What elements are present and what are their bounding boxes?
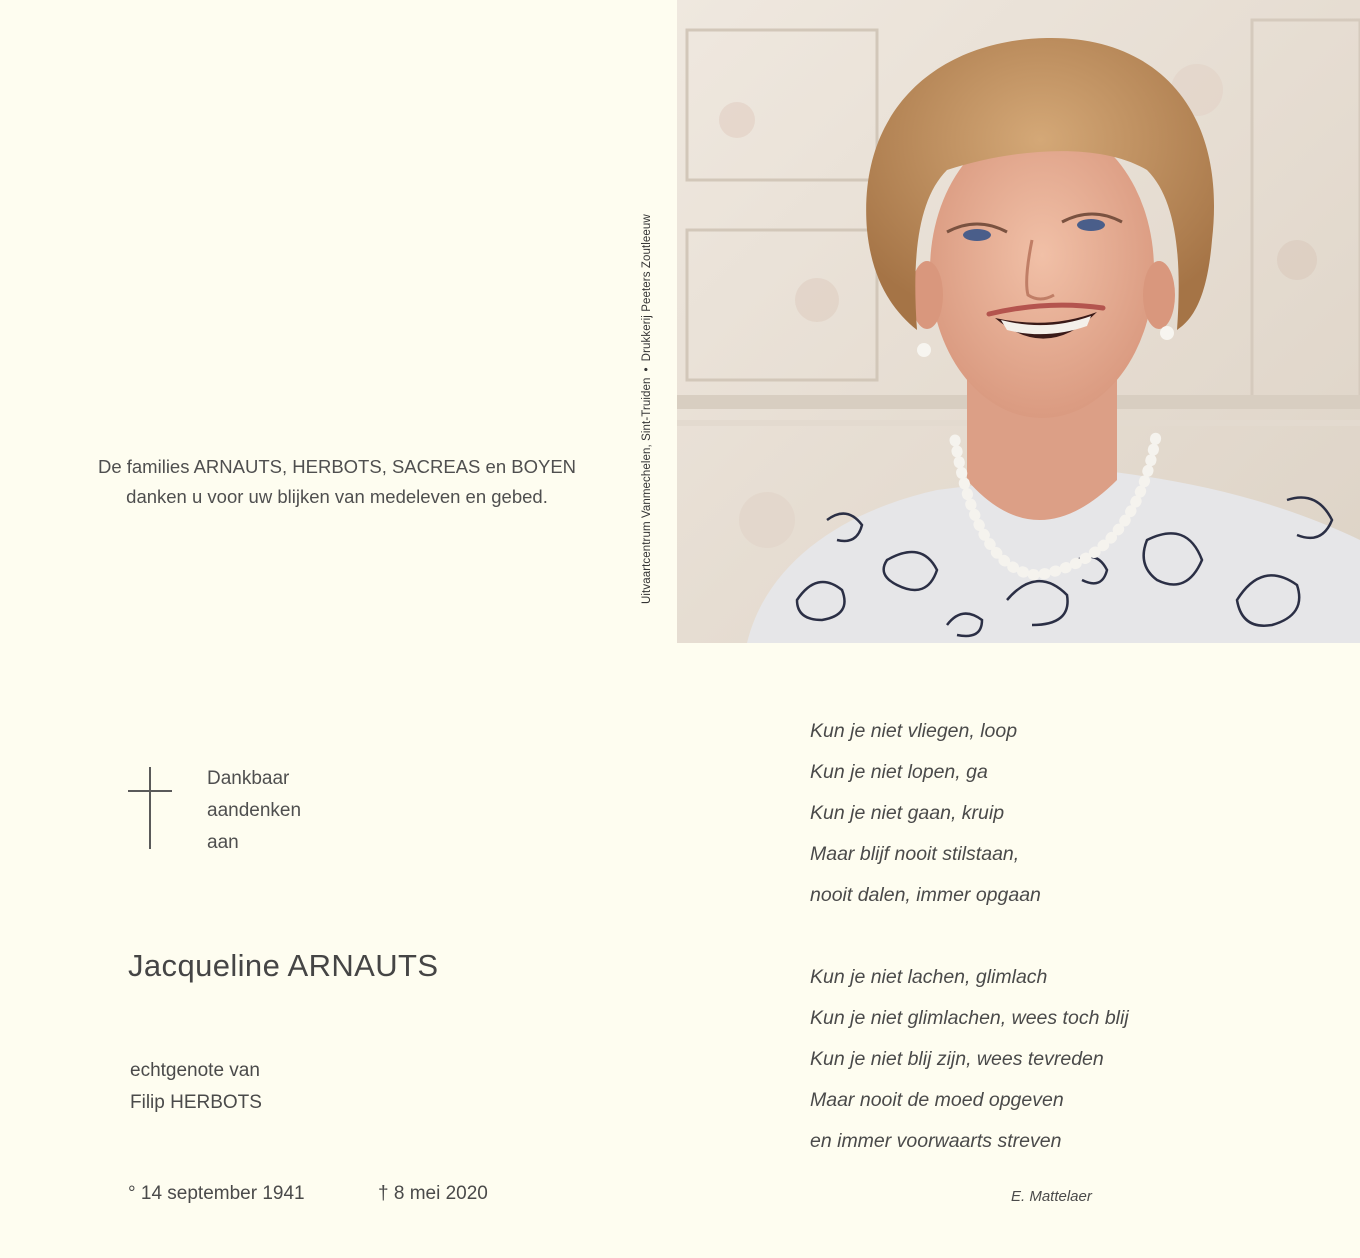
poem (810, 715, 1129, 1166)
birth-date: ° 14 september 1941 (128, 1183, 305, 1204)
poem-line: Kun je niet vliegen, loop (810, 720, 1018, 742)
funeral-home-credit: Uitvaartcentrum Vanmechelen, Sint-Truiden (641, 377, 653, 604)
memory-line-3: aan (207, 832, 239, 853)
poem-line: en immer voorwaarts streven (810, 1130, 1062, 1152)
thanks-message (40, 452, 634, 512)
spouse-info (130, 1055, 262, 1119)
print-shop-credit: Drukkerij Peeters Zoutleeuw (641, 214, 653, 362)
poem-line: Kun je niet lopen, ga (810, 761, 988, 783)
deceased-name: Jacqueline ARNAUTS (128, 948, 439, 983)
thanks-line-2: danken u voor uw blijken van medeleven en gebed. (126, 486, 548, 507)
spouse-name: Filip HERBOTS (130, 1092, 262, 1113)
stanza-gap (810, 920, 1129, 961)
memorial-heading (207, 763, 301, 859)
cross-icon (128, 767, 172, 849)
poem-line: Kun je niet gaan, kruip (810, 802, 1005, 824)
poem-line: Kun je niet glimlachen, wees toch blij (810, 1007, 1129, 1029)
portrait-photo (677, 0, 1360, 643)
poem-line: nooit dalen, immer opgaan (810, 884, 1041, 906)
thanks-line-1: De families ARNAUTS, HERBOTS, SACREAS en BOYEN (97, 456, 577, 477)
death-date: † 8 mei 2020 (378, 1183, 488, 1204)
poem-line: Kun je niet blij zijn, wees tevreden (810, 1048, 1104, 1070)
memory-line-2: aandenken (207, 800, 302, 821)
credit-separator: • (641, 367, 653, 372)
memory-line-1: Dankbaar (207, 768, 290, 789)
poem-line: Maar nooit de moed opgeven (810, 1089, 1064, 1111)
poem-author: E. Mattelaer (1011, 1188, 1092, 1205)
poem-line: Maar blijf nooit stilstaan, (810, 843, 1020, 865)
poem-line: Kun je niet lachen, glimlach (810, 966, 1048, 988)
printer-credit (641, 174, 653, 604)
relation-label: echtgenote van (130, 1060, 260, 1081)
